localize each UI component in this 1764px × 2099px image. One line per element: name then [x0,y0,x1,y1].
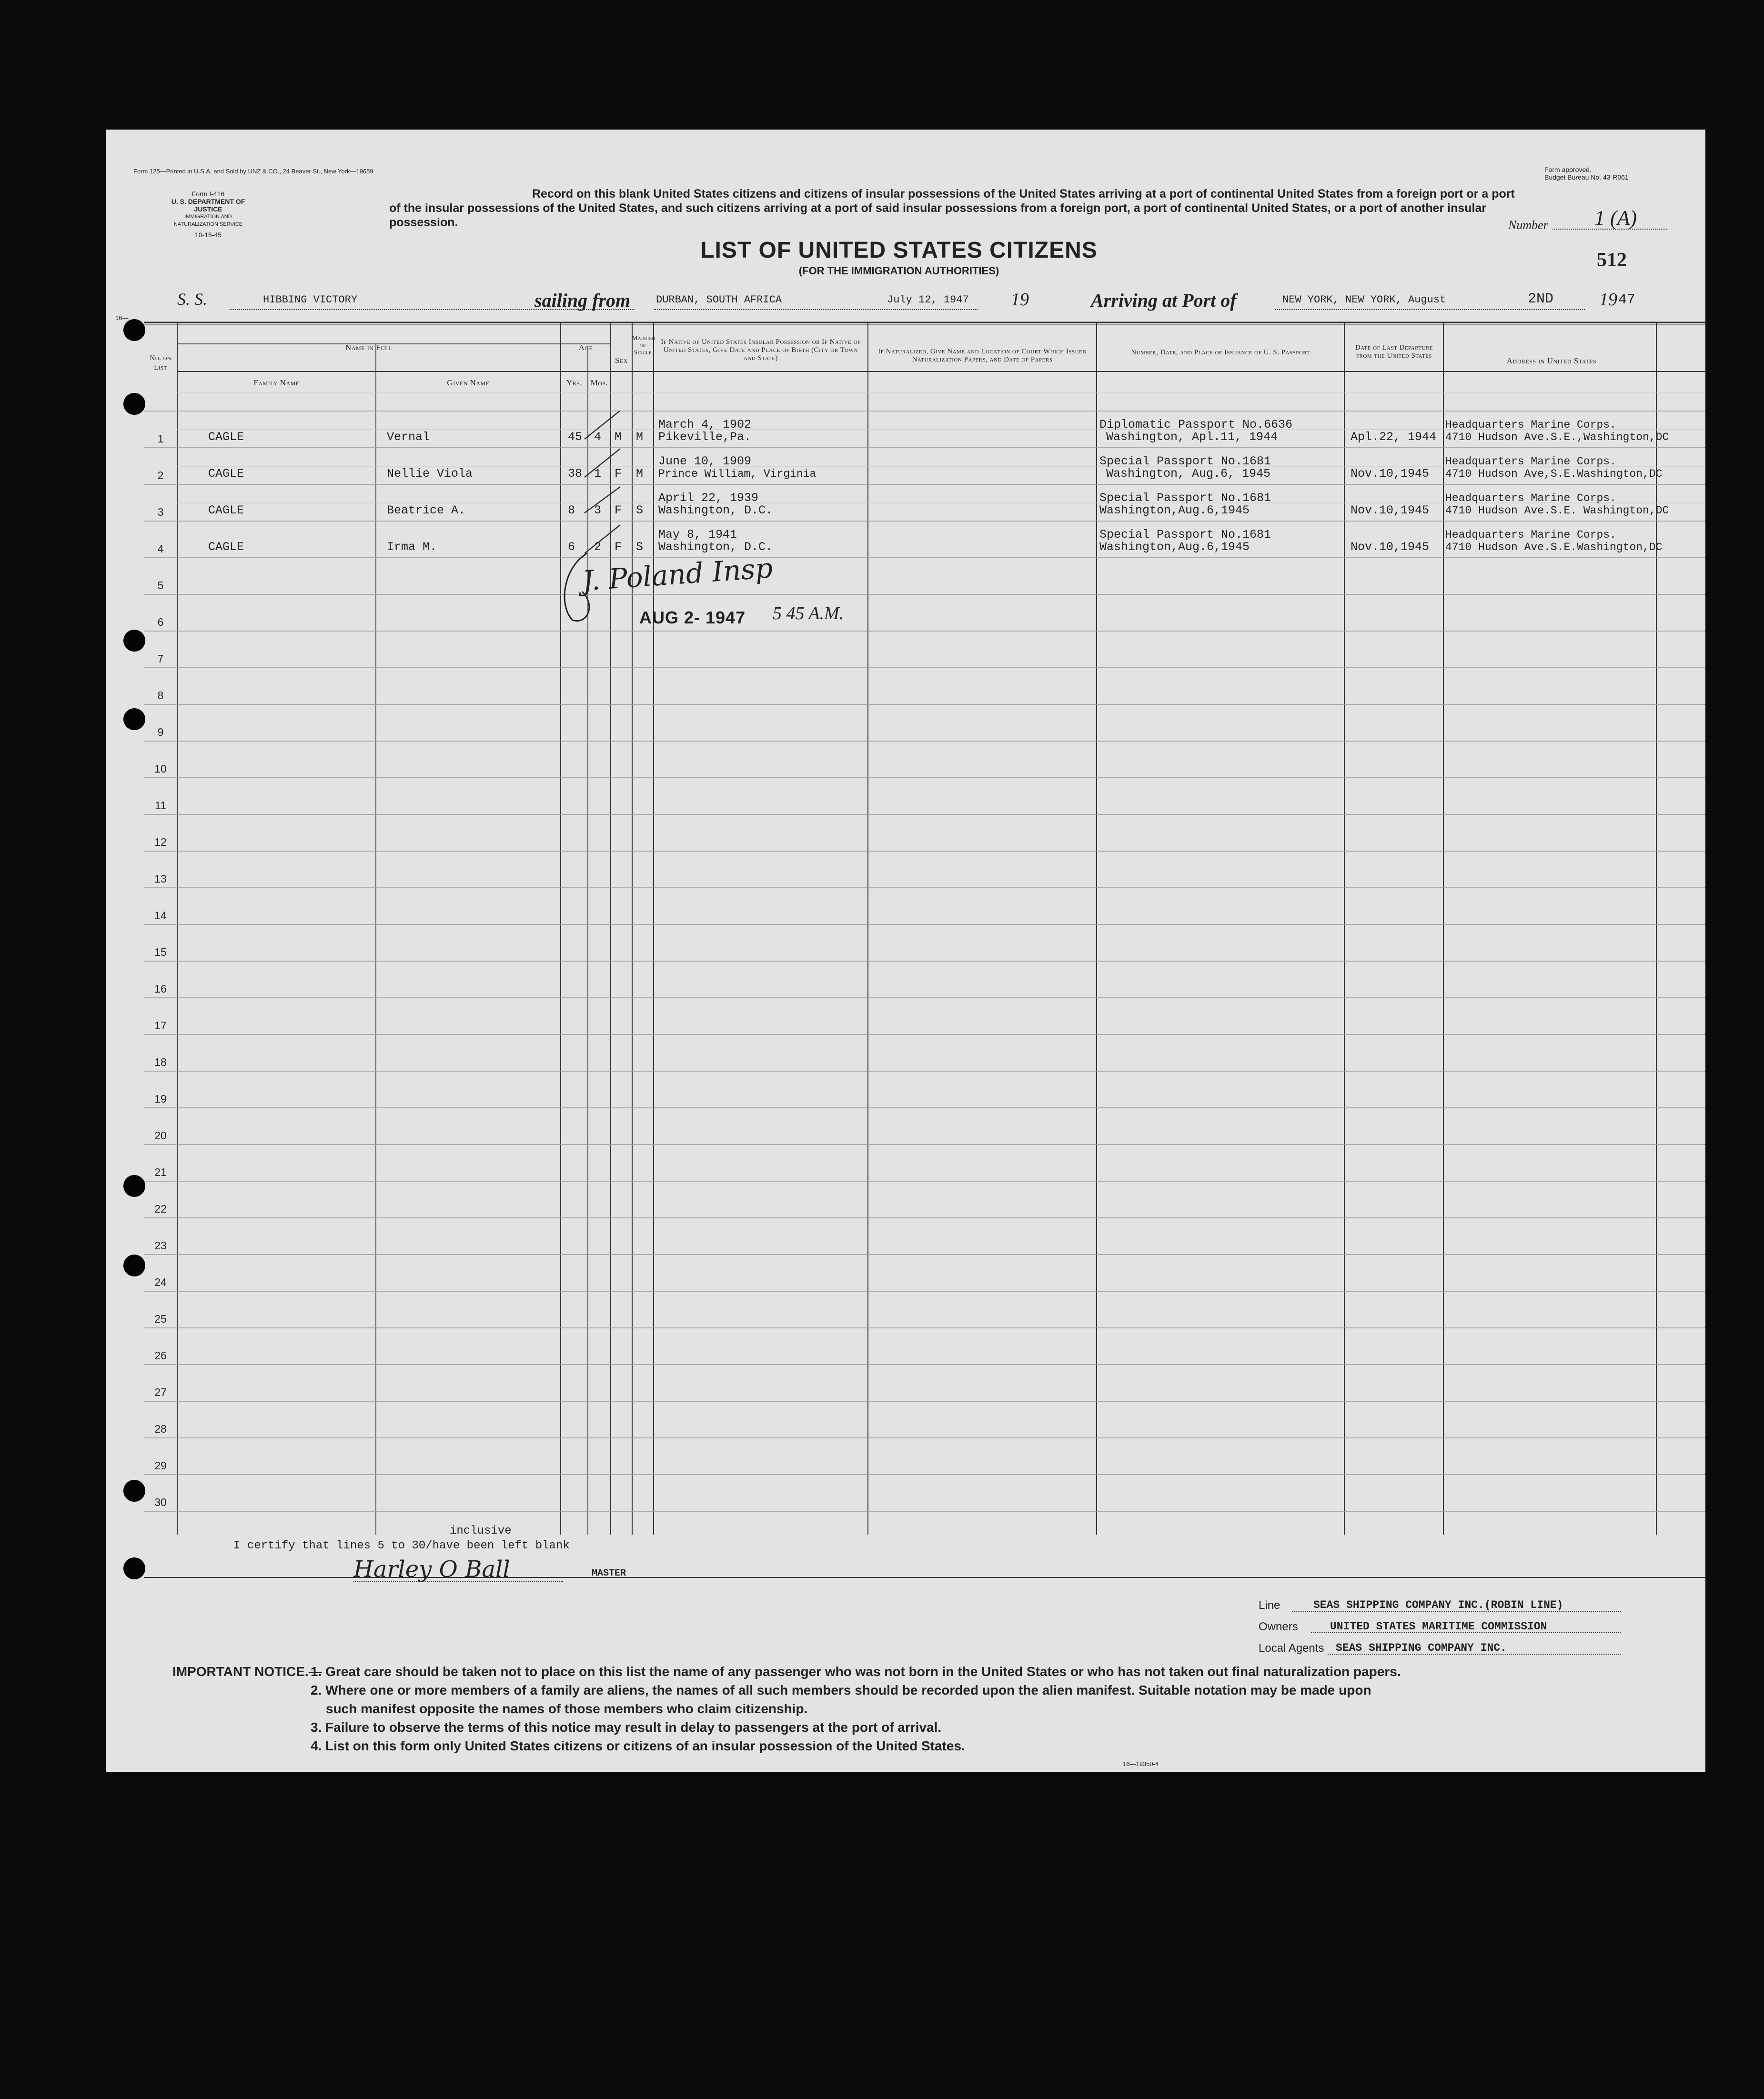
line-number: 15 [154,946,167,958]
certify-inclusive: inclusive [450,1525,512,1537]
line-number: 26 [154,1349,167,1362]
header-sex: Sex [615,356,628,365]
departure-date-cell: Nov.10,1945 [1351,467,1430,481]
line-number: 8 [157,689,164,702]
master-signature: Harley O Ball [353,1556,510,1583]
birth-date-cell: May 8, 1941 [658,528,737,542]
footer-owners-underline [1311,1632,1621,1633]
ship-name: HIBBING VICTORY [263,294,358,306]
notice-item-3: 3. Failure to observe the terms of this notice may result in delay to passengers at the port of arrival. [311,1720,942,1735]
notice-label: IMPORTANT NOTICE.— [172,1664,322,1679]
manifest-sheet [106,130,1705,1772]
age-years-cell: 6 [568,540,575,554]
notice-item-2: 2. Where one or more members of a family are aliens, the names of all such members should be recorded upon the alien manifest. Suitable notation may be made upon [311,1683,1371,1697]
line-number: 2 [157,469,164,482]
line-number: 4 [157,542,164,555]
budget-number: Budget Bureau No. 43-R061 [1544,173,1629,181]
printer-line: Form 125—Printed in U.S.A. and Sold by UNZ & CO., 24 Beaver St., New York—19659 [133,168,373,175]
line-number: 3 [157,506,164,518]
marital-status-cell: S [636,540,644,554]
line-number: 10 [154,763,167,775]
marital-status-cell: M [636,467,644,481]
sex-cell: F [615,540,622,554]
address-line1-cell: Headquarters Marine Corps. [1445,455,1616,468]
passport-issue-cell: Washington, Aug.6, 1945 [1106,467,1271,481]
address-line1-cell: Headquarters Marine Corps. [1445,419,1616,431]
binder-hole [123,708,145,730]
binder-hole [123,630,145,652]
family-name-cell: CAGLE [208,430,244,444]
passport-number-cell: Special Passport No.1681 [1099,454,1271,468]
header-family-name: Family Name [253,378,300,387]
master-label: MASTER [592,1568,626,1579]
footer-agents-underline [1328,1654,1621,1655]
marital-status-cell: M [636,430,644,444]
passport-number-cell: Special Passport No.1681 [1099,528,1271,542]
page-title: LIST OF UNITED STATES CITIZENS [700,238,1098,263]
given-name-cell: Beatrice A. [387,503,466,517]
family-name-cell: CAGLE [208,467,244,481]
address-line2-cell: 4710 Hudson Ave.S.E. Washington,DC [1445,504,1669,517]
passport-issue-cell: Washington,Aug.6,1945 [1099,540,1250,554]
from-port: DURBAN, SOUTH AFRICA [656,294,782,306]
line-number: 17 [154,1019,167,1032]
instruction-text: Record on this blank United States citizens and citizens of insular possessions of the United States arriving at a port of continental United States from a foreign port or a port of the insular possessions of the United States, and such citizens arriving at a port of said insular possessions from a foreign port, a port of continental United States, or a port of another insular possession. [389,187,1515,229]
birth-place-cell: Washington, D.C. [658,540,773,554]
departure-date-cell: Apl.22, 1944 [1351,430,1437,444]
page-subtitle: (FOR THE IMMIGRATION AUTHORITIES) [798,265,999,277]
header-naturalized: If Naturalized, Give Name and Location of Court Which Issued Naturalization Papers, and Date of Papers [878,348,1087,363]
ss-label: S. S. [177,290,207,309]
age-months-cell: 4 [594,430,602,444]
line-number: 20 [154,1129,167,1142]
header-address: Address in United States [1506,356,1597,365]
binder-hole [123,1175,145,1197]
header-passport: Number, Date, and Place of Issuance of U. S. Passport [1131,349,1310,356]
footer-line-value: SEAS SHIPPING COMPANY INC.(ROBIN LINE) [1313,1599,1563,1611]
footer-owners-value: UNITED STATES MARITIME COMMISSION [1330,1620,1547,1633]
header-age: Age [578,343,593,352]
header-mos: Mos. [590,378,608,387]
sex-cell: F [615,503,622,517]
footer-agents-value: SEAS SHIPPING COMPANY INC. [1336,1642,1507,1654]
passport-issue-cell: Washington, Apl.11, 1944 [1106,430,1278,444]
arrive-year-prefix: 19 [1599,290,1617,310]
master-signature-line [353,1581,563,1582]
line-number: 19 [154,1093,167,1105]
binder-hole [123,1480,145,1502]
address-line2-cell: 4710 Hudson Ave.S.E.,Washington,DC [1445,431,1669,443]
line-number: 25 [154,1313,167,1325]
number-label: Number [1508,218,1548,232]
arrive-day: 2ND [1528,291,1554,307]
sail-date: July 12, 1947 [887,294,969,306]
sex-cell: M [615,430,622,444]
family-name-cell: CAGLE [208,540,244,554]
binder-hole [123,1255,145,1276]
line-number: 27 [154,1386,167,1398]
marital-status-cell: S [636,503,644,517]
binder-hole [123,393,145,415]
number-value: 1 (A) [1594,206,1637,230]
age-years-cell: 45 [568,430,583,444]
footer-agents-label: Local Agents [1259,1642,1324,1655]
address-line2-cell: 4710 Hudson Ave.S.E.Washington,DC [1445,541,1663,553]
approval-text: Form approved. [1544,166,1592,173]
passport-issue-cell: Washington,Aug.6,1945 [1099,503,1250,517]
line-number: 1 [157,432,164,445]
age-check-marks [582,411,630,568]
sailing-label: sailing from [534,290,631,311]
birth-date-cell: March 4, 1902 [658,418,752,432]
notice-item-4: 4. List on this form only United States citizens or citizens of an insular possession of the United States. [311,1738,965,1753]
year-label: 19 [1011,290,1029,310]
line-number: 18 [154,1056,167,1068]
department-name: U. S. DEPARTMENT OF JUSTICE [171,198,245,213]
given-name-cell: Vernal [387,430,430,444]
stamp-number: 512 [1597,249,1627,271]
line-number: 7 [157,653,164,665]
header-given-name: Given Name [447,378,490,387]
form-number: Form I-416 [192,190,225,198]
line-number: 16 [154,983,167,995]
address-line1-cell: Headquarters Marine Corps. [1445,492,1616,504]
header-no-on-list: No. on List [150,354,171,372]
line-number: 24 [154,1276,167,1288]
footer-owners-label: Owners [1259,1620,1298,1633]
address-line2-cell: 4710 Hudson Ave,S.E.Washington,DC [1445,468,1663,480]
arrival-date-stamp: AUG 2- 1947 [639,608,746,627]
arrive-year: 47 [1618,292,1636,308]
departure-date-cell: Nov.10,1945 [1351,540,1430,554]
line-number: 21 [154,1166,167,1178]
to-port: NEW YORK, NEW YORK, August [1282,294,1446,306]
given-name-cell: Nellie Viola [387,467,473,481]
line-number: 22 [154,1203,167,1215]
address-line1-cell: Headquarters Marine Corps. [1445,529,1616,541]
age-months-cell: 1 [594,467,602,481]
header-name-in-full: Name in Full [345,343,393,352]
age-years-cell: 8 [568,503,575,517]
service-name: IMMIGRATION AND NATURALIZATION SERVICE [173,214,243,227]
notice-item-1: 1. Great care should be taken not to place on this list the name of any passenger who was not born in the United States or who has not taken out final naturalization papers. [311,1664,1401,1679]
age-years-cell: 38 [568,467,583,481]
notice-item-2-cont: such manifest opposite the names of those members who claim citizenship. [326,1701,808,1716]
family-name-cell: CAGLE [208,503,244,517]
line-number: 5 [157,579,164,592]
line-number: 23 [154,1239,167,1252]
footer-line-label: Line [1259,1599,1280,1612]
passport-number-cell: Diplomatic Passport No.6636 [1099,418,1293,432]
binder-hole [123,319,145,341]
line-number: 28 [154,1423,167,1435]
birth-place-cell: Washington, D.C. [658,503,773,517]
line-number: 11 [155,799,166,812]
arrival-time-stamp: 5 45 A.M. [773,603,844,623]
header-yrs: Yrs. [566,378,583,387]
birth-date-cell: April 22, 1939 [658,491,759,505]
line-number: 12 [154,836,167,848]
line-number: 29 [154,1459,167,1472]
age-months-cell: 2 [594,540,602,554]
departure-date-cell: Nov.10,1945 [1351,503,1430,517]
table-grid [106,130,1705,1772]
given-name-cell: Irma M. [387,540,437,554]
line-number: 14 [154,909,167,922]
line-number: 30 [154,1496,167,1508]
form-code-small: 16— [115,314,129,321]
sex-cell: F [615,467,622,481]
passport-number-cell: Special Passport No.1681 [1099,491,1271,505]
birth-place-cell: Prince William, Virginia [658,468,816,480]
birth-date-cell: June 10, 1909 [658,454,752,468]
binder-hole [123,1557,145,1579]
bottom-form-code: 16—19350-4 [1123,1760,1159,1768]
inspector-signature: J. Poland Insp [581,552,774,597]
header-married: Married or Single [632,334,655,356]
line-number: 13 [154,873,167,885]
age-months-cell: 3 [594,503,602,517]
line-number: 6 [157,616,164,628]
line-number: 9 [157,726,164,738]
header-birth: If Native of United States Insular Possession or If Native of United States, Give Date and Place of Birth (City or Town and State) [661,338,861,362]
arriving-label: Arriving at Port of [1091,290,1237,311]
form-date: 10-15-45 [194,231,222,239]
certify-text: I certify that lines 5 to 30/have been left blank [233,1539,570,1552]
birth-place-cell: Pikeville,Pa. [658,430,752,444]
footer-line-underline [1292,1611,1621,1612]
header-departure: Date of Last Departure from the United States [1355,344,1433,360]
